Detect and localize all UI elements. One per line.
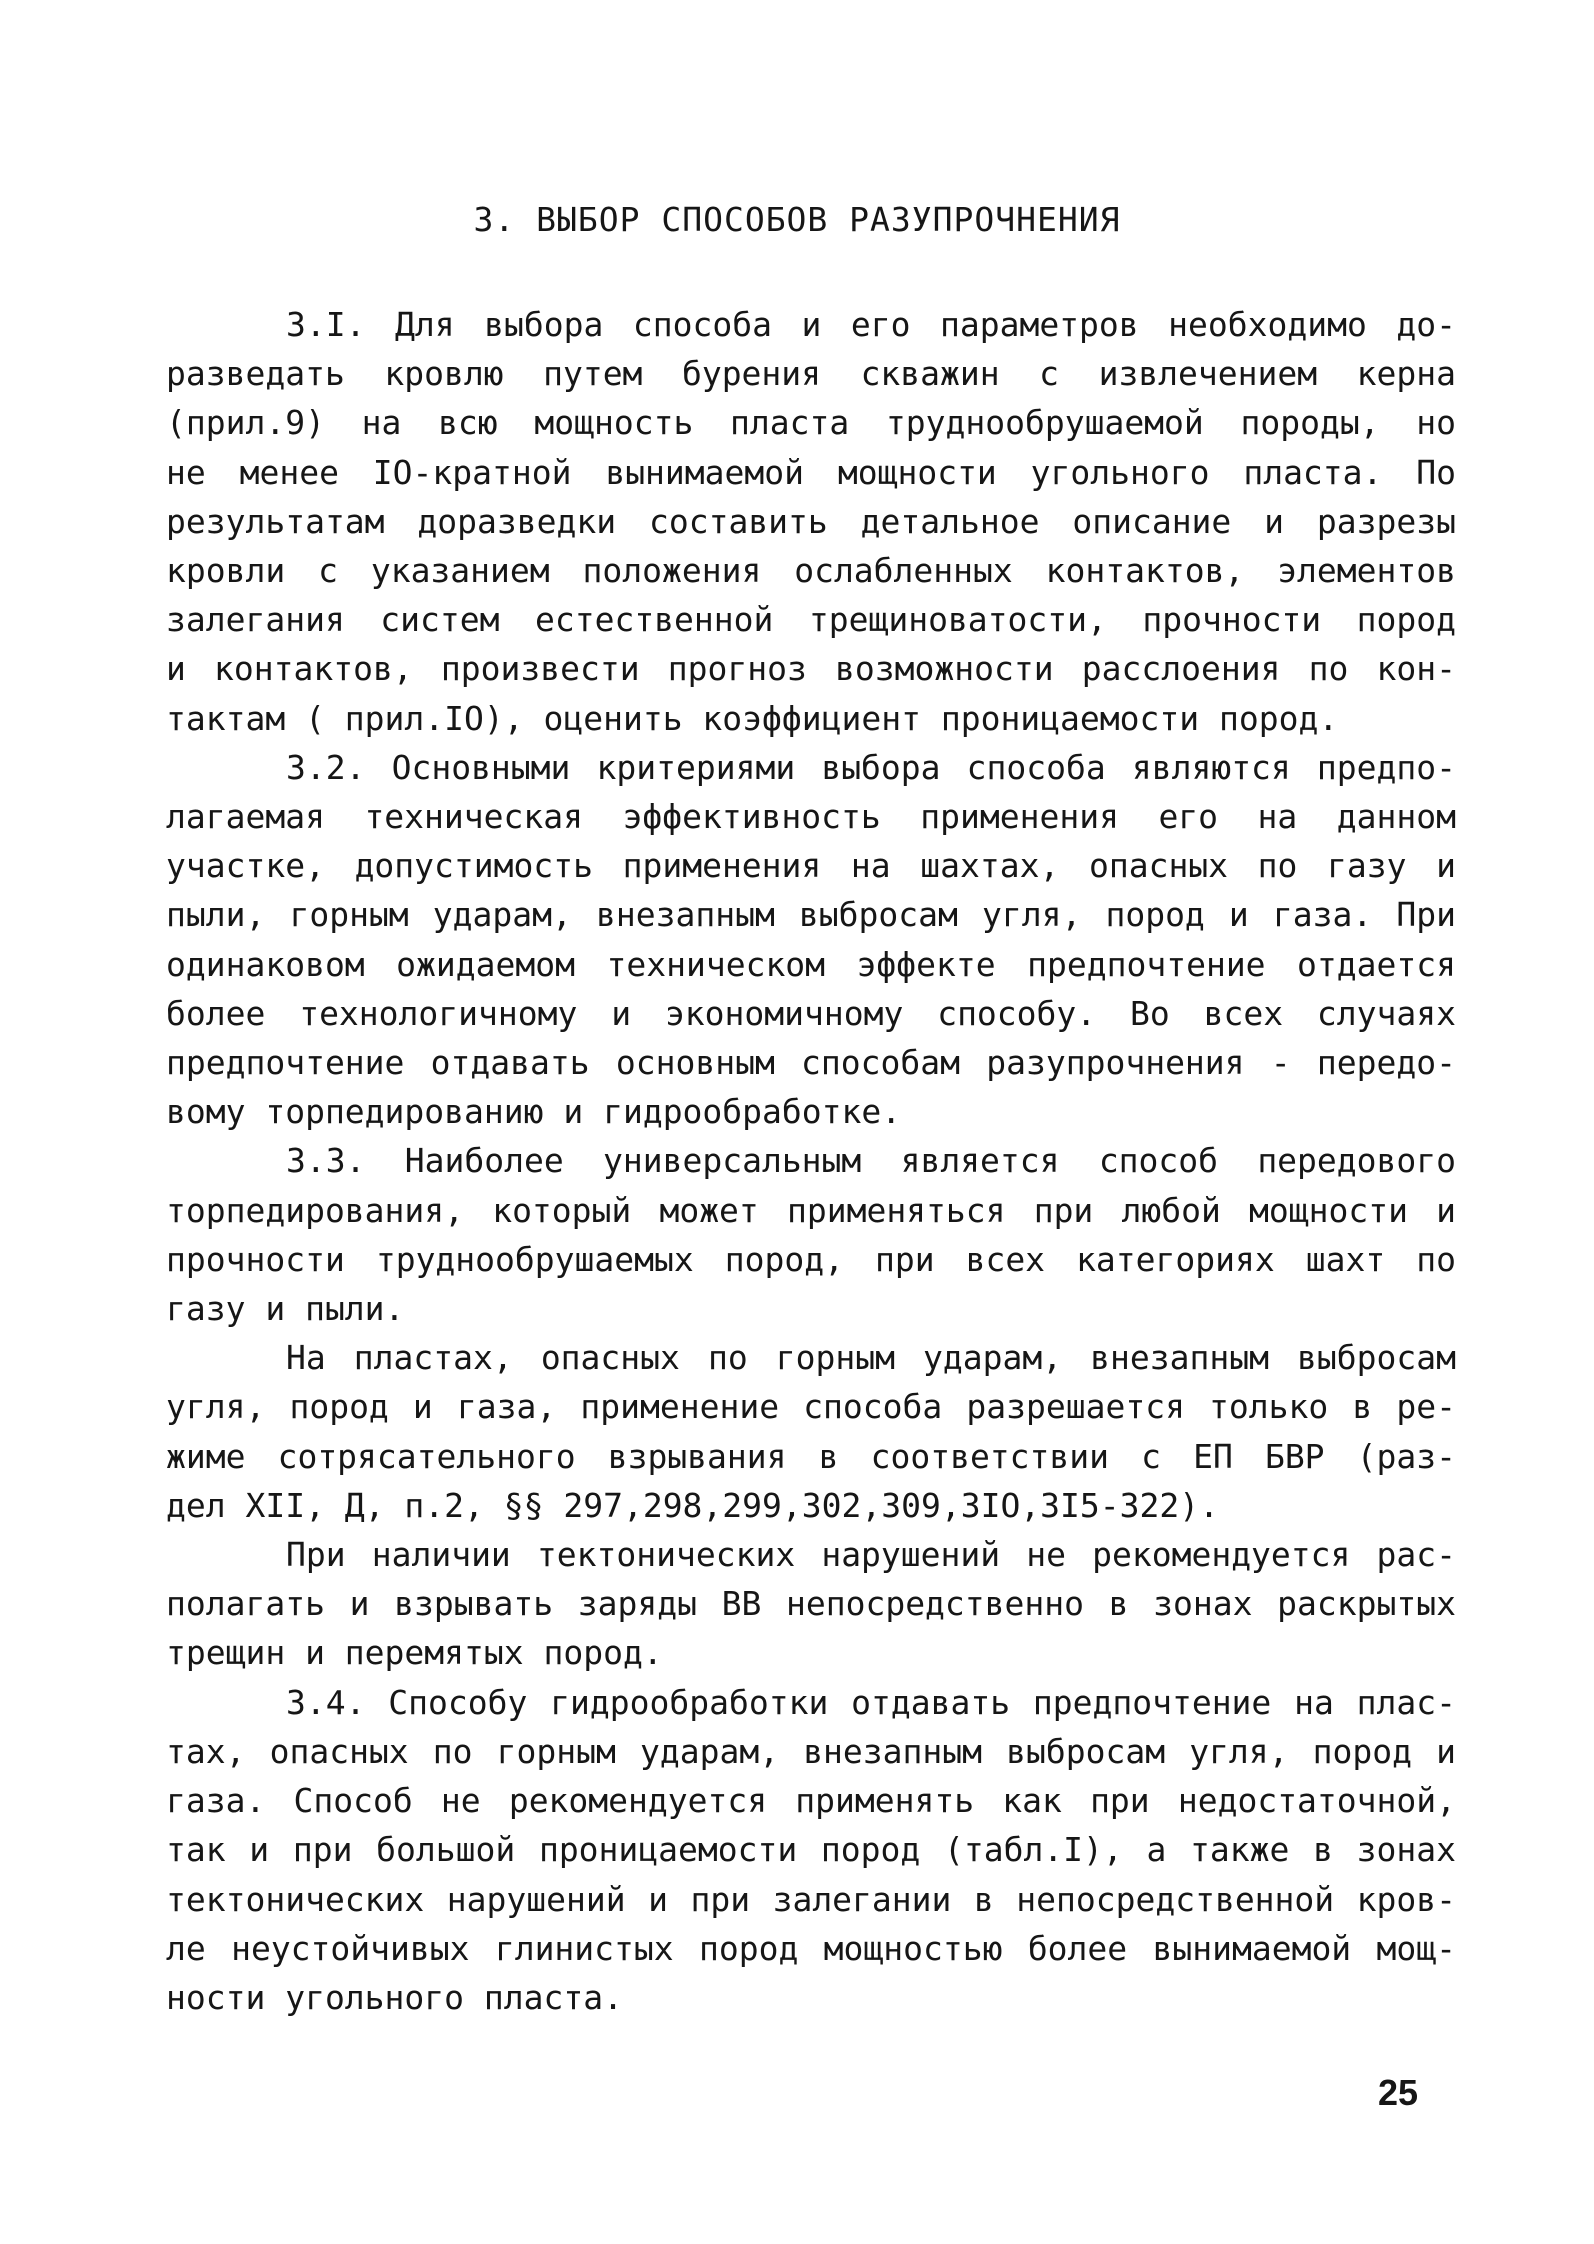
page-number: 25 <box>1378 2072 1419 2113</box>
text-line: лагаемая техническая эффективность применения его на данном <box>166 797 1456 837</box>
text-line: газа. Способ не рекомендуется применять как при недостаточной, <box>166 1781 1456 1821</box>
text-line: ности угольного пласта. <box>166 1977 623 2017</box>
text-line: прочности труднообрушаемых пород, при всех категориях шахт по <box>166 1239 1456 1279</box>
text-line: одинаковом ожидаемом техническом эффекте предпочтение отдается <box>166 944 1456 984</box>
text-line: не менее IO-кратной вынимаемой мощности угольного пласта. По <box>166 452 1456 492</box>
text-line: залегания систем естественной трещиноватости, прочности пород <box>166 600 1456 640</box>
text-line: дел XII, Д, п.2, §§ 297,298,299,302,309,3IO,3I5-322). <box>166 1485 1219 1525</box>
text-line: предпочтение отдавать основным способам разупрочнения - передо- <box>166 1043 1456 1083</box>
text-line: и контактов, произвести прогноз возможности расслоения по кон- <box>166 649 1456 689</box>
section-heading: 3. ВЫБОР СПОСОБОВ РАЗУПРОЧНЕНИЯ <box>473 200 1121 239</box>
body-text <box>166 300 1456 2022</box>
text-line: газу и пыли. <box>166 1289 405 1329</box>
text-line: тектонических нарушений и при залегании в непосредственной кров- <box>166 1879 1456 1919</box>
text-line: так и при большой проницаемости пород (табл.I), а также в зонах <box>166 1830 1456 1870</box>
text-line: участке, допустимость применения на шахтах, опасных по газу и <box>166 846 1456 886</box>
text-line: результатам доразведки составить детальное описание и разрезы <box>166 501 1456 541</box>
text-line: полагать и взрывать заряды ВВ непосредственно в зонах раскрытых <box>166 1584 1456 1624</box>
text-line: угля, пород и газа, применение способа разрешается только в ре- <box>166 1387 1456 1427</box>
text-line: 3.4. Способу гидрообработки отдавать предпочтение на плас- <box>286 1682 1456 1722</box>
text-line: 3.I. Для выбора способа и его параметров необходимо до- <box>286 305 1456 344</box>
text-line: 3.2. Основными критериями выбора способа являются предпо- <box>286 747 1456 787</box>
text-line: 3.3. Наиболее универсальным является способ передового <box>286 1141 1456 1181</box>
text-line: трещин и перемятых пород. <box>166 1633 663 1673</box>
text-line: тах, опасных по горным ударам, внезапным выбросам угля, пород и <box>166 1731 1456 1771</box>
text-line: торпедирования, который может применяться при любой мощности и <box>166 1190 1456 1230</box>
text-line: (прил.9) на всю мощность пласта труднообрушаемой породы, но <box>166 403 1456 443</box>
text-line: пыли, горным ударам, внезапным выбросам угля, пород и газа. При <box>166 895 1456 935</box>
text-line: вому торпедированию и гидрообработке. <box>166 1092 902 1132</box>
text-line: При наличии тектонических нарушений не рекомендуется рас- <box>286 1535 1456 1575</box>
text-line: жиме сотрясательного взрывания в соответствии с ЕП БВР (раз- <box>166 1436 1456 1476</box>
text-line: ле неустойчивых глинистых пород мощностью более вынимаемой мощ- <box>166 1928 1456 1968</box>
text-line: тактам ( прил.IO), оценить коэффициент проницаемости пород. <box>166 698 1339 738</box>
text-line: кровли с указанием положения ослабленных контактов, элементов <box>166 551 1456 591</box>
text-line: На пластах, опасных по горным ударам, внезапным выбросам <box>286 1338 1456 1378</box>
text-line: более технологичному и экономичному способу. Во всех случаях <box>166 993 1456 1033</box>
text-line: разведать кровлю путем бурения скважин с извлечением керна <box>166 354 1456 394</box>
